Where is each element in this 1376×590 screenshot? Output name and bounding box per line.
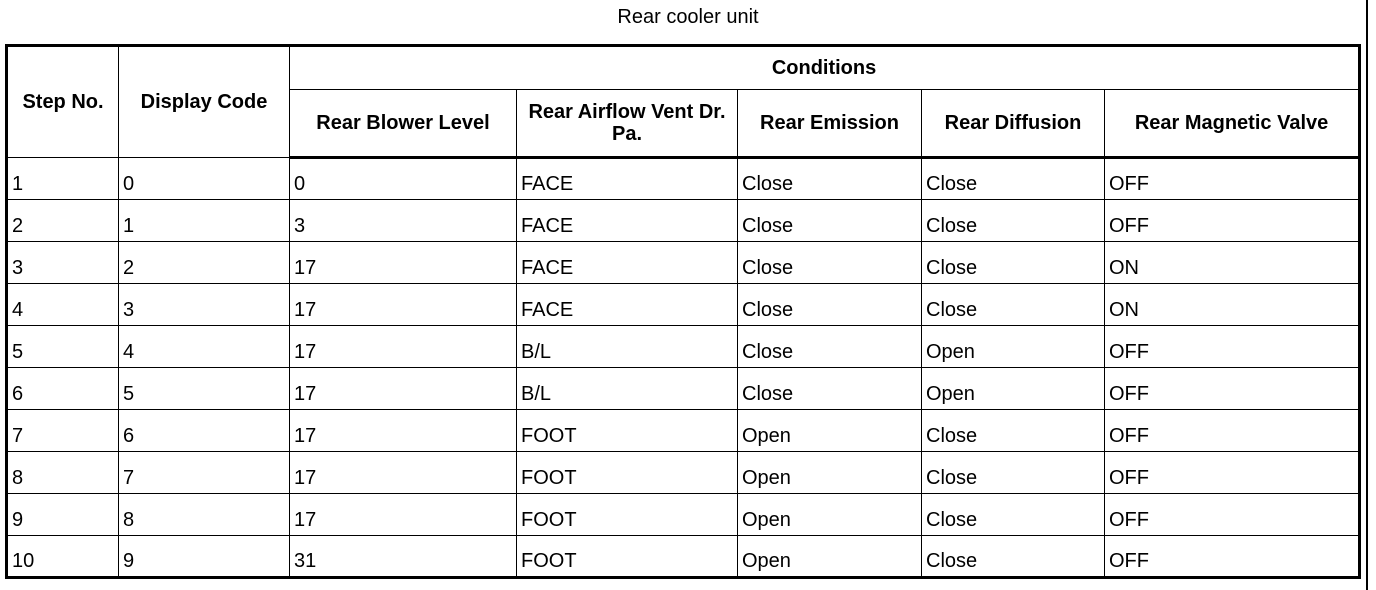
cell-rear-blower-level: 17 — [290, 368, 517, 410]
cell-display-code: 6 — [119, 410, 290, 452]
cell-display-code: 4 — [119, 326, 290, 368]
cell-step-no: 6 — [7, 368, 119, 410]
cell-rear-diffusion: Close — [922, 158, 1105, 200]
cell-rear-blower-level: 17 — [290, 284, 517, 326]
cell-rear-diffusion: Close — [922, 536, 1105, 578]
cell-rear-magnetic-valve: OFF — [1105, 452, 1360, 494]
cell-display-code: 8 — [119, 494, 290, 536]
cell-rear-blower-level: 17 — [290, 242, 517, 284]
cell-rear-diffusion: Close — [922, 200, 1105, 242]
table-row — [7, 242, 1360, 284]
cell-rear-magnetic-valve: OFF — [1105, 158, 1360, 200]
table-row — [7, 536, 1360, 578]
cell-rear-magnetic-valve: OFF — [1105, 536, 1360, 578]
cell-rear-airflow-vent: FOOT — [517, 452, 738, 494]
cell-rear-emission: Close — [738, 368, 922, 410]
table-row — [7, 494, 1360, 536]
page-edge-rule — [1366, 0, 1368, 590]
cell-rear-magnetic-valve: OFF — [1105, 494, 1360, 536]
cell-step-no: 4 — [7, 284, 119, 326]
cell-rear-airflow-vent: B/L — [517, 326, 738, 368]
cell-rear-blower-level: 17 — [290, 452, 517, 494]
cell-rear-diffusion: Open — [922, 326, 1105, 368]
cell-step-no: 7 — [7, 410, 119, 452]
cell-rear-magnetic-valve: ON — [1105, 242, 1360, 284]
cell-step-no: 8 — [7, 452, 119, 494]
cell-rear-airflow-vent: FACE — [517, 158, 738, 200]
table-row — [7, 284, 1360, 326]
page-title: Rear cooler unit — [617, 6, 759, 28]
rear-cooler-table — [5, 44, 1361, 579]
cell-rear-blower-level: 0 — [290, 158, 517, 200]
cell-rear-airflow-vent: FOOT — [517, 410, 738, 452]
cell-rear-diffusion: Close — [922, 494, 1105, 536]
cell-rear-blower-level: 17 — [290, 410, 517, 452]
cell-rear-airflow-vent: B/L — [517, 368, 738, 410]
cell-rear-airflow-vent: FOOT — [517, 494, 738, 536]
cell-step-no: 10 — [7, 536, 119, 578]
cell-rear-emission: Open — [738, 410, 922, 452]
cell-display-code: 7 — [119, 452, 290, 494]
cell-step-no: 5 — [7, 326, 119, 368]
cell-display-code: 1 — [119, 200, 290, 242]
header-step-no: Step No. — [7, 46, 119, 158]
cell-step-no: 2 — [7, 200, 119, 242]
cell-rear-emission: Close — [738, 242, 922, 284]
cell-display-code: 3 — [119, 284, 290, 326]
table-row — [7, 158, 1360, 200]
cell-rear-emission: Open — [738, 536, 922, 578]
cell-rear-blower-level: 31 — [290, 536, 517, 578]
cell-step-no: 1 — [7, 158, 119, 200]
cell-rear-airflow-vent: FOOT — [517, 536, 738, 578]
cell-rear-emission: Close — [738, 326, 922, 368]
cell-rear-diffusion: Close — [922, 284, 1105, 326]
table-body — [7, 158, 1360, 578]
cell-rear-diffusion: Open — [922, 368, 1105, 410]
header-rear-magnetic-valve: Rear Magnetic Valve — [1105, 90, 1360, 158]
cell-rear-diffusion: Close — [922, 242, 1105, 284]
cell-display-code: 2 — [119, 242, 290, 284]
header-rear-blower-level: Rear Blower Level — [290, 90, 517, 158]
cell-rear-airflow-vent: FACE — [517, 200, 738, 242]
header-rear-airflow-vent: Rear Airflow Vent Dr. Pa. — [517, 90, 738, 158]
cell-display-code: 9 — [119, 536, 290, 578]
cell-rear-emission: Open — [738, 494, 922, 536]
table-row — [7, 326, 1360, 368]
cell-rear-emission: Open — [738, 452, 922, 494]
cell-rear-diffusion: Close — [922, 410, 1105, 452]
cell-display-code: 5 — [119, 368, 290, 410]
table-row — [7, 368, 1360, 410]
cell-display-code: 0 — [119, 158, 290, 200]
cell-rear-magnetic-valve: OFF — [1105, 410, 1360, 452]
table-row — [7, 410, 1360, 452]
cell-rear-blower-level: 3 — [290, 200, 517, 242]
cell-rear-magnetic-valve: OFF — [1105, 200, 1360, 242]
cell-rear-blower-level: 17 — [290, 326, 517, 368]
cell-step-no: 9 — [7, 494, 119, 536]
cell-rear-emission: Close — [738, 158, 922, 200]
header-display-code: Display Code — [119, 46, 290, 158]
cell-step-no: 3 — [7, 242, 119, 284]
header-conditions: Conditions — [290, 46, 1360, 90]
table-row — [7, 200, 1360, 242]
cell-rear-airflow-vent: FACE — [517, 242, 738, 284]
header-rear-emission: Rear Emission — [738, 90, 922, 158]
cell-rear-magnetic-valve: ON — [1105, 284, 1360, 326]
cell-rear-magnetic-valve: OFF — [1105, 368, 1360, 410]
header-rear-diffusion: Rear Diffusion — [922, 90, 1105, 158]
cell-rear-blower-level: 17 — [290, 494, 517, 536]
cell-rear-emission: Close — [738, 200, 922, 242]
cell-rear-magnetic-valve: OFF — [1105, 326, 1360, 368]
cell-rear-emission: Close — [738, 284, 922, 326]
cell-rear-airflow-vent: FACE — [517, 284, 738, 326]
table-row — [7, 452, 1360, 494]
cell-rear-diffusion: Close — [922, 452, 1105, 494]
